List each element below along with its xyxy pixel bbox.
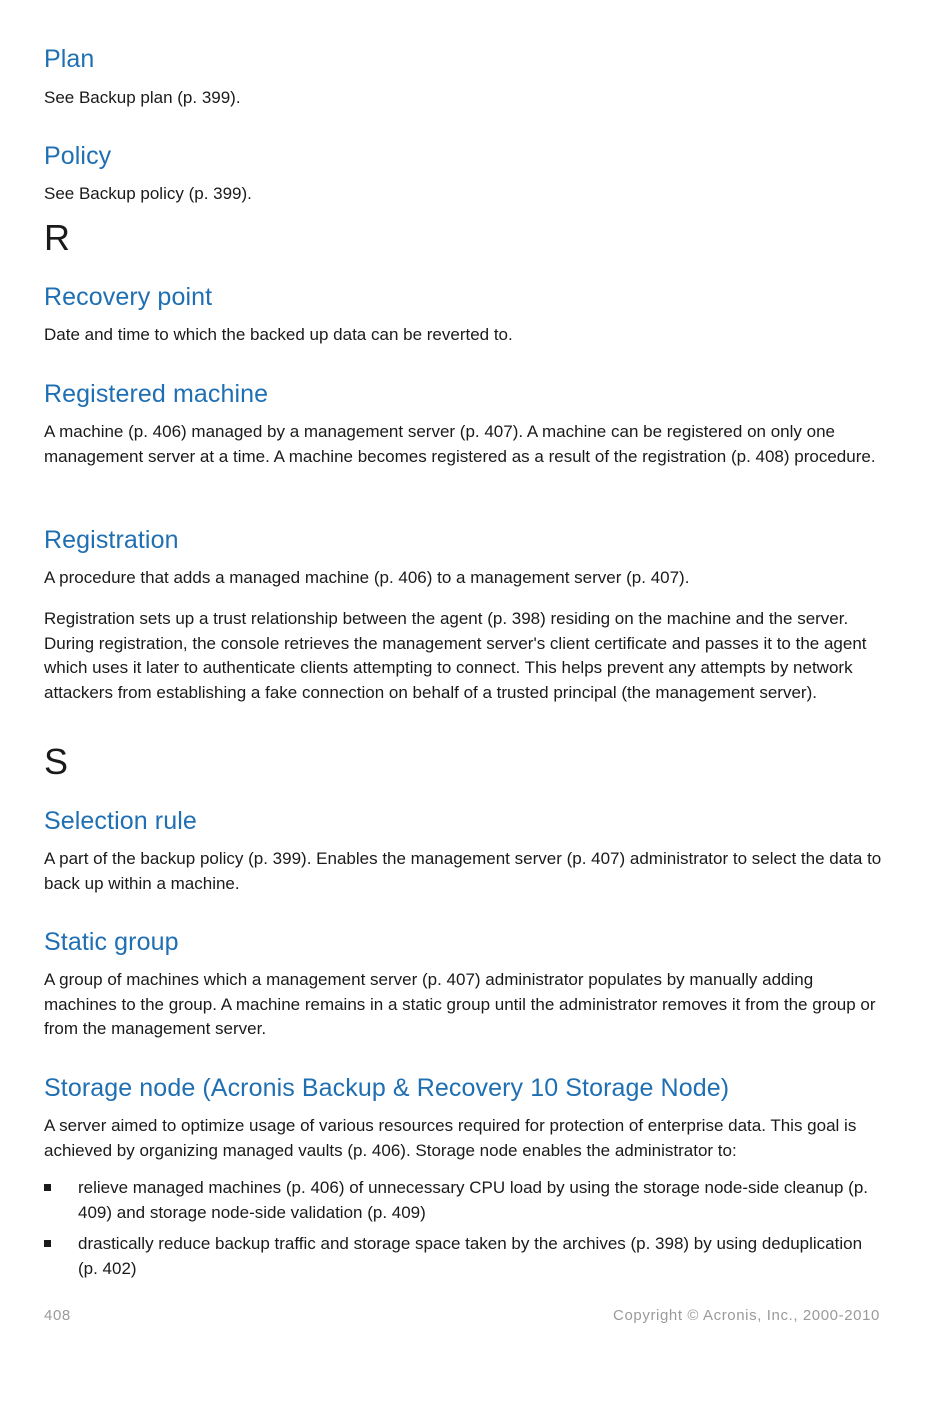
text-registration-2: Registration sets up a trust relationship between the agent (p. 398) residing on the machine and the server. During registration, the console retrieves the management server's client certificate and passes it to the agent which uses it later to authenticate clients attempting to connect. This helps prevent any attempts by network attackers from establishing a fake connection on behalf of a trusted principal (the management server). <box>44 609 867 702</box>
heading-policy: Policy <box>44 142 112 170</box>
heading-registered-machine: Registered machine <box>44 380 269 408</box>
text-recovery-point: Date and time to which the backed up data can be reverted to. <box>44 325 513 344</box>
page-number: 408 <box>44 1307 71 1324</box>
bullet-icon <box>44 1240 51 1247</box>
list-item-text: relieve managed machines (p. 406) of unnecessary CPU load by using the storage node-side cleanup (p. 409) and storage node-side validation (p. 409) <box>78 1178 869 1222</box>
heading-selection-rule: Selection rule <box>44 807 197 835</box>
text-storage-node: A server aimed to optimize usage of various resources required for protection of enterprise data. This goal is achieved by organizing managed vaults (p. 406). Storage node enables the administrator to: <box>44 1116 857 1160</box>
text-static-group: A group of machines which a management server (p. 407) administrator populates by manually adding machines to the group. A machine remains in a static group until the administrator removes it from the group or from the management server. <box>44 970 876 1039</box>
heading-registration: Registration <box>44 526 179 554</box>
section-letter-r: R <box>44 217 70 258</box>
heading-recovery-point: Recovery point <box>44 283 213 311</box>
heading-static-group: Static group <box>44 928 179 956</box>
text-registered-machine: A machine (p. 406) managed by a management server (p. 407). A machine can be registered on only one management server at a time. A machine becomes registered as a result of the registration (p. 408) procedure. <box>44 422 876 466</box>
heading-plan: Plan <box>44 45 95 73</box>
text-plan: See Backup plan (p. 399). <box>44 88 241 107</box>
copyright-notice: Copyright © Acronis, Inc., 2000-2010 <box>613 1307 880 1324</box>
text-policy: See Backup policy (p. 399). <box>44 184 252 203</box>
heading-storage-node: Storage node (Acronis Backup & Recovery 10 Storage Node) <box>44 1074 730 1102</box>
list-item-text: drastically reduce backup traffic and storage space taken by the archives (p. 398) by using deduplication (p. 402) <box>78 1234 863 1278</box>
section-letter-s: S <box>44 741 69 782</box>
text-registration-1: A procedure that adds a managed machine (p. 406) to a management server (p. 407). <box>44 568 690 587</box>
text-selection-rule: A part of the backup policy (p. 399). Enables the management server (p. 407) administrator to select the data to back up within a machine. <box>44 849 882 893</box>
bullet-icon <box>44 1184 51 1191</box>
